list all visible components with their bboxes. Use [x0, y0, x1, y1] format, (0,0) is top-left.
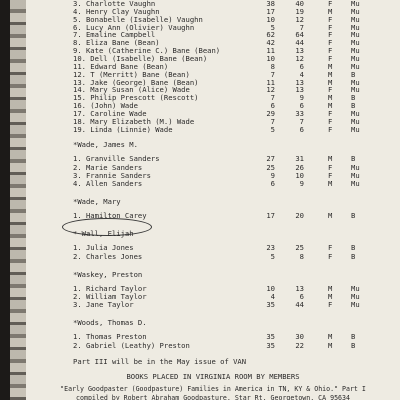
race: Mu [351, 46, 360, 56]
age-1860: 19 [295, 6, 304, 16]
age-1850: 35 [266, 332, 275, 342]
race: B [351, 69, 356, 79]
person-name: 6. Lucy Ann (Olivier) Vaughn [73, 22, 195, 32]
sex: M [328, 340, 333, 350]
age-1850: 23 [266, 243, 275, 253]
race: Mu [351, 300, 360, 310]
age-1850: 6 [270, 179, 275, 189]
age-1850: 25 [266, 162, 275, 172]
person-name: 10. Dell (Isabelle) Bane (Bean) [73, 53, 208, 63]
person-name: 8. Eliza Bane (Bean) [73, 38, 160, 48]
person-name: 7. Emaline Campbell [73, 30, 156, 40]
race: Mu [351, 6, 360, 16]
race: Mu [351, 85, 360, 95]
age-1860: 22 [295, 340, 304, 350]
age-1850: 7 [270, 69, 275, 79]
sex: F [328, 300, 333, 310]
group-header: * Wall, Elijah [73, 229, 134, 239]
age-1860: 9 [299, 93, 304, 103]
footer-line-2: compiled by Robert Abraham Goodpasture, Star Rt, Georgetown, CA 95634 [76, 394, 350, 400]
sex: M [328, 6, 333, 16]
person-name: 2. Gabriel (Leathy) Preston [73, 340, 190, 350]
person-name: 1. Richard Taylor [73, 283, 147, 293]
note-line: Part III will be in the May issue of VAN [73, 356, 247, 366]
sex: M [328, 283, 333, 293]
age-1860: 44 [295, 38, 304, 48]
person-name: 11. Edward Bane (Bean) [73, 61, 169, 71]
group-header: *Wade, Mary [73, 197, 121, 207]
age-1860: 12 [295, 14, 304, 24]
footer-line-1: "Early Goodpaster (Goodpasture) Families in America in TN, KY & Ohio." Part I [60, 385, 366, 393]
race: Mu [351, 38, 360, 48]
race: Mu [351, 53, 360, 63]
person-name: 4. Henry Clay Vaughn [73, 6, 160, 16]
sex: F [328, 30, 333, 40]
table-row [26, 180, 400, 188]
age-1860: 31 [295, 154, 304, 164]
group-header: *Woods, Thomas D. [73, 318, 147, 328]
sex: F [328, 46, 333, 56]
age-1860: 33 [295, 108, 304, 118]
group-header: *Wade, James M. [73, 140, 138, 150]
person-name: 3. Frannie Sanders [73, 170, 151, 180]
table-row [26, 212, 400, 220]
race: B [351, 101, 356, 111]
race: B [351, 332, 356, 342]
footer-heading: BOOKS PLACED IN VIRGINIA ROOM BY MEMBERS [126, 372, 300, 381]
race: Mu [351, 0, 360, 8]
sex: F [328, 14, 333, 24]
age-1850: 38 [266, 0, 275, 8]
age-1860: 9 [299, 179, 304, 189]
sex: F [328, 85, 333, 95]
person-name: 1. Granville Sanders [73, 154, 160, 164]
race: Mu [351, 170, 360, 180]
sex: M [328, 211, 333, 221]
race: B [351, 340, 356, 350]
age-1860: 26 [295, 162, 304, 172]
age-1860: 12 [295, 53, 304, 63]
age-1860: 40 [295, 0, 304, 8]
age-1860: 44 [295, 300, 304, 310]
person-name: 15. Philip Prescott (Rescott) [73, 93, 199, 103]
person-name: 4. Allen Sanders [73, 179, 143, 189]
age-1850: 4 [270, 292, 275, 302]
sex: M [328, 101, 333, 111]
race: Mu [351, 22, 360, 32]
age-1850: 11 [266, 77, 275, 87]
age-1850: 35 [266, 340, 275, 350]
age-1850: 35 [266, 300, 275, 310]
race: B [351, 243, 356, 253]
person-name: 1. Thomas Preston [73, 332, 147, 342]
age-1850: 17 [266, 6, 275, 16]
person-name: 19. Linda (Linnie) Wade [73, 124, 173, 134]
race: Mu [351, 77, 360, 87]
race: Mu [351, 283, 360, 293]
age-1850: 7 [270, 93, 275, 103]
person-name: 1. Hamilton Carey [73, 211, 147, 221]
age-1850: 5 [270, 124, 275, 134]
sex: F [328, 243, 333, 253]
person-name: 18. Mary Elizabeth (M.) Wade [73, 116, 195, 126]
table-row [26, 253, 400, 261]
age-1850: 11 [266, 46, 275, 56]
person-name: 3. Charlotte Vaughn [73, 0, 156, 8]
sex: F [328, 38, 333, 48]
age-1860: 10 [295, 170, 304, 180]
race: Mu [351, 124, 360, 134]
sex: F [328, 170, 333, 180]
person-name: 17. Caroline Wade [73, 108, 147, 118]
age-1860: 8 [299, 251, 304, 261]
age-1860: 13 [295, 77, 304, 87]
age-1860: 13 [295, 283, 304, 293]
age-1860: 20 [295, 211, 304, 221]
age-1860: 4 [299, 69, 304, 79]
sex: M [328, 292, 333, 302]
person-name: 14. Mary Susan (Alice) Wade [73, 85, 190, 95]
race: Mu [351, 162, 360, 172]
sex: F [328, 22, 333, 32]
sex: F [328, 162, 333, 172]
race: B [351, 211, 356, 221]
age-1850: 9 [270, 170, 275, 180]
sex: M [328, 179, 333, 189]
race: B [351, 251, 356, 261]
age-1850: 62 [266, 30, 275, 40]
person-name: 1. Julia Jones [73, 243, 134, 253]
age-1850: 6 [270, 101, 275, 111]
age-1860: 64 [295, 30, 304, 40]
table-row [26, 301, 400, 309]
sex: M [328, 93, 333, 103]
person-name: 2. Marie Sanders [73, 162, 143, 172]
sex: F [328, 124, 333, 134]
sex: F [328, 53, 333, 63]
age-1860: 7 [299, 22, 304, 32]
age-1850: 17 [266, 211, 275, 221]
sex: M [328, 154, 333, 164]
age-1850: 5 [270, 251, 275, 261]
person-name: 3. Jane Taylor [73, 300, 134, 310]
age-1850: 5 [270, 22, 275, 32]
age-1850: 12 [266, 85, 275, 95]
race: Mu [351, 108, 360, 118]
person-name: 12. T (Merritt) Bane (Bean) [73, 69, 190, 79]
age-1860: 13 [295, 85, 304, 95]
age-1850: 10 [266, 14, 275, 24]
sex: M [328, 61, 333, 71]
age-1850: 10 [266, 283, 275, 293]
person-name: 13. Jake (George) Bane (Bean) [73, 77, 199, 87]
age-1860: 7 [299, 116, 304, 126]
age-1860: 6 [299, 101, 304, 111]
table-row [26, 126, 400, 134]
sex: F [328, 251, 333, 261]
age-1860: 6 [299, 292, 304, 302]
person-name: 9. Kate (Catherine C.) Bane (Bean) [73, 46, 221, 56]
age-1860: 30 [295, 332, 304, 342]
group-header: *Waskey, Preston [73, 269, 143, 279]
age-1850: 10 [266, 53, 275, 63]
age-1860: 6 [299, 61, 304, 71]
age-1850: 8 [270, 61, 275, 71]
age-1850: 42 [266, 38, 275, 48]
person-name: 2. Charles Jones [73, 251, 143, 261]
race: Mu [351, 292, 360, 302]
age-1860: 25 [295, 243, 304, 253]
race: B [351, 154, 356, 164]
race: B [351, 93, 356, 103]
sex: F [328, 116, 333, 126]
person-name: 2. William Taylor [73, 292, 147, 302]
sex: M [328, 77, 333, 87]
race: Mu [351, 116, 360, 126]
age-1850: 29 [266, 108, 275, 118]
age-1850: 7 [270, 116, 275, 126]
race: Mu [351, 179, 360, 189]
sex: M [328, 332, 333, 342]
sex: M [328, 69, 333, 79]
age-1850: 27 [266, 154, 275, 164]
sex: F [328, 0, 333, 8]
person-name: 16. (John) Wade [73, 101, 138, 111]
race: Mu [351, 30, 360, 40]
age-1860: 13 [295, 46, 304, 56]
census-page [26, 0, 400, 400]
sex: F [328, 108, 333, 118]
age-1860: 6 [299, 124, 304, 134]
person-name: 5. Bonabelle (Isabelle) Vaughn [73, 14, 203, 24]
table-row [26, 342, 400, 350]
race: Mu [351, 14, 360, 24]
race: Mu [351, 61, 360, 71]
